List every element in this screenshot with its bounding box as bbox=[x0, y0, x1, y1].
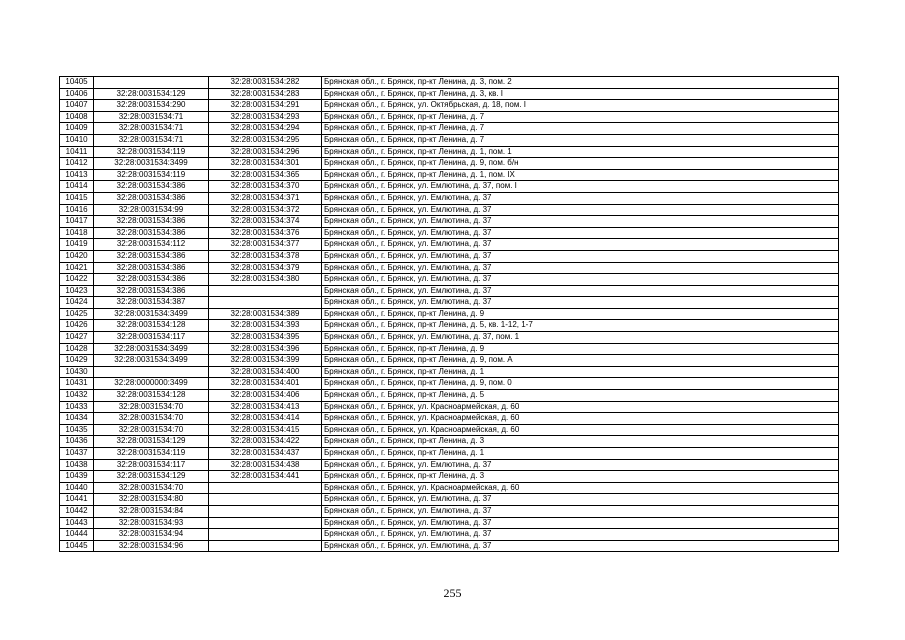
address-cell: Брянская обл., г. Брянск, ул. Красноармейская, д. 60 bbox=[322, 424, 839, 436]
parent-cadastral-number-cell: 32:28:0031534:70 bbox=[94, 424, 209, 436]
cadastral-number-cell bbox=[209, 285, 322, 297]
parent-cadastral-number-cell: 32:28:0031534:119 bbox=[94, 169, 209, 181]
cadastral-number-cell: 32:28:0031534:372 bbox=[209, 204, 322, 216]
parent-cadastral-number-cell: 32:28:0031534:3499 bbox=[94, 355, 209, 367]
parent-cadastral-number-cell: 32:28:0031534:386 bbox=[94, 192, 209, 204]
address-cell: Брянская обл., г. Брянск, ул. Емлютина, д. 37 bbox=[322, 297, 839, 309]
cadastral-number-cell: 32:28:0031534:415 bbox=[209, 424, 322, 436]
table-row bbox=[60, 134, 839, 146]
row-number-cell: 10443 bbox=[60, 517, 94, 529]
row-number-cell: 10409 bbox=[60, 123, 94, 135]
cadastral-number-cell: 32:28:0031534:294 bbox=[209, 123, 322, 135]
row-number-cell: 10437 bbox=[60, 448, 94, 460]
row-number-cell: 10411 bbox=[60, 146, 94, 158]
row-number-cell: 10430 bbox=[60, 366, 94, 378]
address-cell: Брянская обл., г. Брянск, ул. Емлютина, д. 37 bbox=[322, 274, 839, 286]
parent-cadastral-number-cell: 32:28:0031534:71 bbox=[94, 123, 209, 135]
cadastral-number-cell: 32:28:0031534:395 bbox=[209, 332, 322, 344]
table-row bbox=[60, 366, 839, 378]
row-number-cell: 10421 bbox=[60, 262, 94, 274]
row-number-cell: 10429 bbox=[60, 355, 94, 367]
address-cell: Брянская обл., г. Брянск, пр-кт Ленина, д. 1, пом. 1 bbox=[322, 146, 839, 158]
table-row bbox=[60, 285, 839, 297]
parent-cadastral-number-cell: 32:28:0031534:128 bbox=[94, 320, 209, 332]
cadastral-number-cell: 32:28:0031534:371 bbox=[209, 192, 322, 204]
address-cell: Брянская обл., г. Брянск, пр-кт Ленина, д. 9, пом. б/н bbox=[322, 158, 839, 170]
parent-cadastral-number-cell: 32:28:0031534:94 bbox=[94, 529, 209, 541]
row-number-cell: 10427 bbox=[60, 332, 94, 344]
parent-cadastral-number-cell: 32:28:0031534:84 bbox=[94, 505, 209, 517]
table-row bbox=[60, 297, 839, 309]
address-cell: Брянская обл., г. Брянск, пр-кт Ленина, д. 1 bbox=[322, 366, 839, 378]
address-cell: Брянская обл., г. Брянск, ул. Емлютина, д. 37 bbox=[322, 505, 839, 517]
cadastral-number-cell: 32:28:0031534:438 bbox=[209, 459, 322, 471]
table-row bbox=[60, 540, 839, 552]
address-cell: Брянская обл., г. Брянск, ул. Емлютина, д. 37 bbox=[322, 529, 839, 541]
table-row bbox=[60, 192, 839, 204]
table-body bbox=[60, 77, 839, 552]
cadastral-number-cell: 32:28:0031534:282 bbox=[209, 77, 322, 89]
table-row bbox=[60, 413, 839, 425]
row-number-cell: 10442 bbox=[60, 505, 94, 517]
row-number-cell: 10436 bbox=[60, 436, 94, 448]
address-cell: Брянская обл., г. Брянск, ул. Красноармейская, д. 60 bbox=[322, 401, 839, 413]
parent-cadastral-number-cell: 32:28:0031534:386 bbox=[94, 285, 209, 297]
table-row bbox=[60, 216, 839, 228]
table-row bbox=[60, 88, 839, 100]
address-cell: Брянская обл., г. Брянск, ул. Емлютина, д. 37 bbox=[322, 494, 839, 506]
table-row bbox=[60, 517, 839, 529]
table-row bbox=[60, 320, 839, 332]
row-number-cell: 10410 bbox=[60, 134, 94, 146]
table-row bbox=[60, 448, 839, 460]
cadastral-number-cell: 32:28:0031534:374 bbox=[209, 216, 322, 228]
cadastral-number-cell: 32:28:0031534:437 bbox=[209, 448, 322, 460]
parent-cadastral-number-cell: 32:28:0031534:129 bbox=[94, 436, 209, 448]
address-cell: Брянская обл., г. Брянск, пр-кт Ленина, д. 7 bbox=[322, 123, 839, 135]
cadastral-number-cell: 32:28:0031534:389 bbox=[209, 308, 322, 320]
cadastral-number-cell: 32:28:0031534:400 bbox=[209, 366, 322, 378]
cadastral-number-cell: 32:28:0031534:401 bbox=[209, 378, 322, 390]
cadastral-number-cell bbox=[209, 297, 322, 309]
cadastral-number-cell: 32:28:0031534:283 bbox=[209, 88, 322, 100]
table-row bbox=[60, 181, 839, 193]
address-cell: Брянская обл., г. Брянск, ул. Емлютина, д. 37 bbox=[322, 250, 839, 262]
row-number-cell: 10439 bbox=[60, 471, 94, 483]
row-number-cell: 10428 bbox=[60, 343, 94, 355]
cadastral-number-cell bbox=[209, 540, 322, 552]
parent-cadastral-number-cell: 32:28:0031534:290 bbox=[94, 100, 209, 112]
cadastral-number-cell: 32:28:0031534:396 bbox=[209, 343, 322, 355]
row-number-cell: 10440 bbox=[60, 482, 94, 494]
row-number-cell: 10419 bbox=[60, 239, 94, 251]
table-row bbox=[60, 401, 839, 413]
row-number-cell: 10425 bbox=[60, 308, 94, 320]
parent-cadastral-number-cell: 32:28:0031534:386 bbox=[94, 227, 209, 239]
table-row bbox=[60, 378, 839, 390]
cadastral-number-cell: 32:28:0031534:377 bbox=[209, 239, 322, 251]
table-row bbox=[60, 332, 839, 344]
parent-cadastral-number-cell: 32:28:0031534:386 bbox=[94, 216, 209, 228]
row-number-cell: 10435 bbox=[60, 424, 94, 436]
cadastral-number-cell: 32:28:0031534:295 bbox=[209, 134, 322, 146]
table-row bbox=[60, 111, 839, 123]
cadastral-number-cell: 32:28:0031534:380 bbox=[209, 274, 322, 286]
page-number: 255 bbox=[443, 586, 462, 600]
parent-cadastral-number-cell: 32:28:0031534:71 bbox=[94, 134, 209, 146]
parent-cadastral-number-cell: 32:28:0031534:386 bbox=[94, 250, 209, 262]
cadastral-number-cell: 32:28:0031534:301 bbox=[209, 158, 322, 170]
table-row bbox=[60, 482, 839, 494]
parent-cadastral-number-cell: 32:28:0031534:70 bbox=[94, 413, 209, 425]
table-row bbox=[60, 274, 839, 286]
cadastral-number-cell: 32:28:0031534:414 bbox=[209, 413, 322, 425]
cadastral-number-cell: 32:28:0031534:293 bbox=[209, 111, 322, 123]
parent-cadastral-number-cell: 32:28:0031534:117 bbox=[94, 332, 209, 344]
row-number-cell: 10426 bbox=[60, 320, 94, 332]
parent-cadastral-number-cell: 32:28:0031534:117 bbox=[94, 459, 209, 471]
table-row bbox=[60, 505, 839, 517]
table-row bbox=[60, 529, 839, 541]
address-cell: Брянская обл., г. Брянск, ул. Октябрьская, д. 18, пом. I bbox=[322, 100, 839, 112]
parent-cadastral-number-cell: 32:28:0031534:387 bbox=[94, 297, 209, 309]
row-number-cell: 10424 bbox=[60, 297, 94, 309]
table-row bbox=[60, 390, 839, 402]
address-cell: Брянская обл., г. Брянск, ул. Красноармейская, д. 60 bbox=[322, 413, 839, 425]
cadastral-number-cell bbox=[209, 529, 322, 541]
table-row bbox=[60, 158, 839, 170]
address-cell: Брянская обл., г. Брянск, пр-кт Ленина, д. 5, кв. 1-12, 1-7 bbox=[322, 320, 839, 332]
parent-cadastral-number-cell: 32:28:0031534:386 bbox=[94, 181, 209, 193]
table-row bbox=[60, 459, 839, 471]
cadastral-number-cell: 32:28:0031534:291 bbox=[209, 100, 322, 112]
parent-cadastral-number-cell: 32:28:0031534:119 bbox=[94, 146, 209, 158]
row-number-cell: 10408 bbox=[60, 111, 94, 123]
property-register-table bbox=[59, 76, 839, 552]
address-cell: Брянская обл., г. Брянск, ул. Емлютина, д. 37 bbox=[322, 227, 839, 239]
parent-cadastral-number-cell: 32:28:0031534:129 bbox=[94, 471, 209, 483]
address-cell: Брянская обл., г. Брянск, пр-кт Ленина, д. 1, пом. IX bbox=[322, 169, 839, 181]
cadastral-number-cell: 32:28:0031534:378 bbox=[209, 250, 322, 262]
table-row bbox=[60, 471, 839, 483]
table-row bbox=[60, 123, 839, 135]
address-cell: Брянская обл., г. Брянск, ул. Емлютина, д. 37 bbox=[322, 216, 839, 228]
address-cell: Брянская обл., г. Брянск, ул. Емлютина, д. 37 bbox=[322, 239, 839, 251]
table-row bbox=[60, 227, 839, 239]
address-cell: Брянская обл., г. Брянск, пр-кт Ленина, д. 1 bbox=[322, 448, 839, 460]
table-row bbox=[60, 355, 839, 367]
table-row bbox=[60, 494, 839, 506]
parent-cadastral-number-cell: 32:28:0031534:119 bbox=[94, 448, 209, 460]
table-row bbox=[60, 204, 839, 216]
cadastral-number-cell bbox=[209, 482, 322, 494]
cadastral-number-cell bbox=[209, 517, 322, 529]
table-row bbox=[60, 77, 839, 89]
parent-cadastral-number-cell: 32:28:0031534:129 bbox=[94, 88, 209, 100]
address-cell: Брянская обл., г. Брянск, ул. Емлютина, д. 37 bbox=[322, 204, 839, 216]
cadastral-number-cell: 32:28:0031534:379 bbox=[209, 262, 322, 274]
row-number-cell: 10405 bbox=[60, 77, 94, 89]
row-number-cell: 10414 bbox=[60, 181, 94, 193]
address-cell: Брянская обл., г. Брянск, ул. Емлютина, д. 37 bbox=[322, 192, 839, 204]
row-number-cell: 10415 bbox=[60, 192, 94, 204]
row-number-cell: 10412 bbox=[60, 158, 94, 170]
row-number-cell: 10441 bbox=[60, 494, 94, 506]
cadastral-number-cell bbox=[209, 505, 322, 517]
parent-cadastral-number-cell: 32:28:0031534:3499 bbox=[94, 343, 209, 355]
address-cell: Брянская обл., г. Брянск, ул. Емлютина, д. 37 bbox=[322, 285, 839, 297]
table-row bbox=[60, 146, 839, 158]
row-number-cell: 10445 bbox=[60, 540, 94, 552]
cadastral-number-cell: 32:28:0031534:413 bbox=[209, 401, 322, 413]
address-cell: Брянская обл., г. Брянск, пр-кт Ленина, д. 7 bbox=[322, 111, 839, 123]
row-number-cell: 10417 bbox=[60, 216, 94, 228]
parent-cadastral-number-cell: 32:28:0031534:112 bbox=[94, 239, 209, 251]
cadastral-number-cell: 32:28:0031534:422 bbox=[209, 436, 322, 448]
parent-cadastral-number-cell: 32:28:0000000:3499 bbox=[94, 378, 209, 390]
row-number-cell: 10433 bbox=[60, 401, 94, 413]
parent-cadastral-number-cell bbox=[94, 366, 209, 378]
cadastral-number-cell: 32:28:0031534:399 bbox=[209, 355, 322, 367]
parent-cadastral-number-cell: 32:28:0031534:93 bbox=[94, 517, 209, 529]
parent-cadastral-number-cell: 32:28:0031534:386 bbox=[94, 262, 209, 274]
row-number-cell: 10420 bbox=[60, 250, 94, 262]
table-row bbox=[60, 262, 839, 274]
address-cell: Брянская обл., г. Брянск, пр-кт Ленина, д. 3, кв. I bbox=[322, 88, 839, 100]
parent-cadastral-number-cell: 32:28:0031534:386 bbox=[94, 274, 209, 286]
address-cell: Брянская обл., г. Брянск, пр-кт Ленина, д. 9 bbox=[322, 343, 839, 355]
address-cell: Брянская обл., г. Брянск, пр-кт Ленина, д. 9, пом. 0 bbox=[322, 378, 839, 390]
row-number-cell: 10434 bbox=[60, 413, 94, 425]
row-number-cell: 10431 bbox=[60, 378, 94, 390]
row-number-cell: 10444 bbox=[60, 529, 94, 541]
parent-cadastral-number-cell: 32:28:0031534:128 bbox=[94, 390, 209, 402]
cadastral-number-cell bbox=[209, 494, 322, 506]
address-cell: Брянская обл., г. Брянск, пр-кт Ленина, д. 9 bbox=[322, 308, 839, 320]
parent-cadastral-number-cell: 32:28:0031534:3499 bbox=[94, 308, 209, 320]
row-number-cell: 10432 bbox=[60, 390, 94, 402]
cadastral-number-cell: 32:28:0031534:393 bbox=[209, 320, 322, 332]
cadastral-number-cell: 32:28:0031534:365 bbox=[209, 169, 322, 181]
table-row bbox=[60, 100, 839, 112]
address-cell: Брянская обл., г. Брянск, пр-кт Ленина, д. 3 bbox=[322, 436, 839, 448]
row-number-cell: 10418 bbox=[60, 227, 94, 239]
parent-cadastral-number-cell: 32:28:0031534:3499 bbox=[94, 158, 209, 170]
table-row bbox=[60, 169, 839, 181]
cadastral-number-cell: 32:28:0031534:296 bbox=[209, 146, 322, 158]
cadastral-number-cell: 32:28:0031534:406 bbox=[209, 390, 322, 402]
address-cell: Брянская обл., г. Брянск, ул. Красноармейская, д. 60 bbox=[322, 482, 839, 494]
address-cell: Брянская обл., г. Брянск, пр-кт Ленина, д. 3 bbox=[322, 471, 839, 483]
parent-cadastral-number-cell: 32:28:0031534:71 bbox=[94, 111, 209, 123]
row-number-cell: 10438 bbox=[60, 459, 94, 471]
address-cell: Брянская обл., г. Брянск, пр-кт Ленина, д. 9, пом. А bbox=[322, 355, 839, 367]
cadastral-number-cell: 32:28:0031534:376 bbox=[209, 227, 322, 239]
row-number-cell: 10406 bbox=[60, 88, 94, 100]
row-number-cell: 10407 bbox=[60, 100, 94, 112]
parent-cadastral-number-cell: 32:28:0031534:70 bbox=[94, 482, 209, 494]
address-cell: Брянская обл., г. Брянск, ул. Емлютина, д. 37 bbox=[322, 459, 839, 471]
cadastral-number-cell: 32:28:0031534:370 bbox=[209, 181, 322, 193]
parent-cadastral-number-cell bbox=[94, 77, 209, 89]
table-row bbox=[60, 343, 839, 355]
address-cell: Брянская обл., г. Брянск, ул. Емлютина, д. 37 bbox=[322, 517, 839, 529]
table-row bbox=[60, 250, 839, 262]
address-cell: Брянская обл., г. Брянск, ул. Емлютина, д. 37, пом. 1 bbox=[322, 332, 839, 344]
table-row bbox=[60, 424, 839, 436]
address-cell: Брянская обл., г. Брянск, ул. Емлютина, д. 37 bbox=[322, 540, 839, 552]
table-row bbox=[60, 308, 839, 320]
table-row bbox=[60, 436, 839, 448]
parent-cadastral-number-cell: 32:28:0031534:99 bbox=[94, 204, 209, 216]
row-number-cell: 10422 bbox=[60, 274, 94, 286]
cadastral-number-cell: 32:28:0031534:441 bbox=[209, 471, 322, 483]
address-cell: Брянская обл., г. Брянск, ул. Емлютина, д. 37 bbox=[322, 262, 839, 274]
address-cell: Брянская обл., г. Брянск, пр-кт Ленина, д. 5 bbox=[322, 390, 839, 402]
address-cell: Брянская обл., г. Брянск, ул. Емлютина, д. 37, пом. I bbox=[322, 181, 839, 193]
row-number-cell: 10413 bbox=[60, 169, 94, 181]
table-row bbox=[60, 239, 839, 251]
address-cell: Брянская обл., г. Брянск, пр-кт Ленина, д. 7 bbox=[322, 134, 839, 146]
parent-cadastral-number-cell: 32:28:0031534:70 bbox=[94, 401, 209, 413]
parent-cadastral-number-cell: 32:28:0031534:96 bbox=[94, 540, 209, 552]
row-number-cell: 10416 bbox=[60, 204, 94, 216]
parent-cadastral-number-cell: 32:28:0031534:80 bbox=[94, 494, 209, 506]
address-cell: Брянская обл., г. Брянск, пр-кт Ленина, д. 3, пом. 2 bbox=[322, 77, 839, 89]
row-number-cell: 10423 bbox=[60, 285, 94, 297]
